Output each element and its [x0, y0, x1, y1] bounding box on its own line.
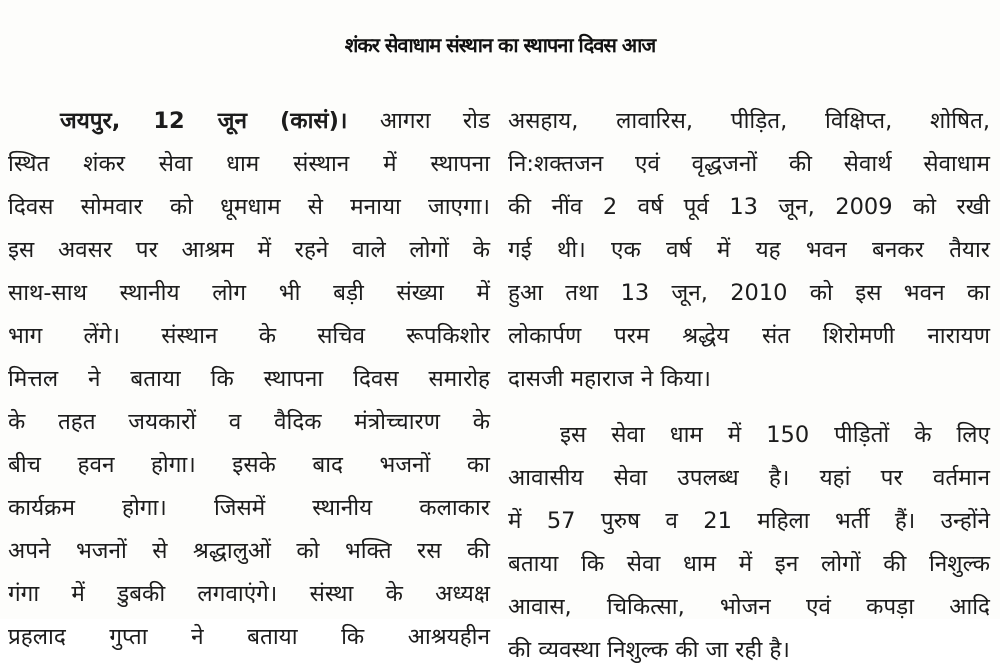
article-line: के तहत जयकारों व वैदिक मंत्रोच्चारण के: [8, 409, 490, 435]
article-line: गंगा में डुबकी लगवाएंगे। संस्था के अध्यक्ष: [8, 581, 490, 607]
article-line: स्थित शंकर सेवा धाम संस्थान में स्थापना: [8, 151, 490, 177]
article-line: प्रहलाद गुप्ता ने बताया कि आश्रयहीन: [8, 624, 490, 650]
article-line: दिवस सोमवार को धूमधाम से मनाया जाएगा।: [8, 194, 490, 220]
article-line: आवास, चिकित्सा, भोजन एवं कपड़ा आदि: [508, 594, 990, 620]
article-line: में 57 पुरुष व 21 महिला भर्ती हैं। उन्होंने: [508, 508, 990, 534]
article-line: की नींव 2 वर्ष पूर्व 13 जून, 2009 को रखी: [508, 194, 990, 220]
article-line-paragraph-start: इस सेवा धाम में 150 पीड़ितों के लिए: [560, 422, 990, 448]
article-line-paragraph-end: दासजी महाराज ने किया।: [508, 366, 711, 392]
article-line: लोकार्पण परम श्रद्धेय संत शिरोमणी नारायण: [508, 323, 990, 349]
article-line: कार्यक्रम होगा। जिसमें स्थानीय कलाकार: [8, 495, 490, 521]
article-line: मित्तल ने बताया कि स्थापना दिवस समारोह: [8, 366, 490, 392]
article-line: असहाय, लावारिस, पीड़ित, विक्षिप्त, शोषित,: [508, 108, 990, 134]
dateline: जयपुर, 12 जून (कासं)।: [60, 108, 348, 134]
article-line: बताया कि सेवा धाम में इन लोगों की निशुल्क: [508, 551, 990, 577]
article-line: साथ-साथ स्थानीय लोग भी बड़ी संख्या में: [8, 280, 490, 306]
article-line: आवासीय सेवा उपलब्ध है। यहां पर वर्तमान: [508, 465, 990, 491]
article-column-left: [8, 100, 490, 659]
article-line: बीच हवन होगा। इसके बाद भजनों का: [8, 452, 490, 478]
article-text: आगरा रोड: [379, 108, 490, 134]
article-line: गई थी। एक वर्ष में यह भवन बनकर तैयार: [508, 237, 990, 263]
article-line: भाग लेंगे। संस्थान के सचिव रूपकिशोर: [8, 323, 490, 349]
article-line: इस अवसर पर आश्रम में रहने वाले लोगों के: [8, 237, 490, 263]
article-line: अपने भजनों से श्रद्धालुओं को भक्ति रस की: [8, 538, 490, 564]
headline: शंकर सेवाधाम संस्थान का स्थापना दिवस आज: [344, 33, 656, 57]
article-line-dateline: [8, 100, 490, 143]
article-line: नि:शक्तजन एवं वृद्धजनों की सेवार्थ सेवाधाम: [508, 151, 990, 177]
article-column-right: [508, 100, 990, 672]
article-line-last: की व्यवस्था निशुल्क की जा रही है।: [508, 637, 790, 663]
article-line: हुआ तथा 13 जून, 2010 को इस भवन का: [508, 280, 990, 306]
